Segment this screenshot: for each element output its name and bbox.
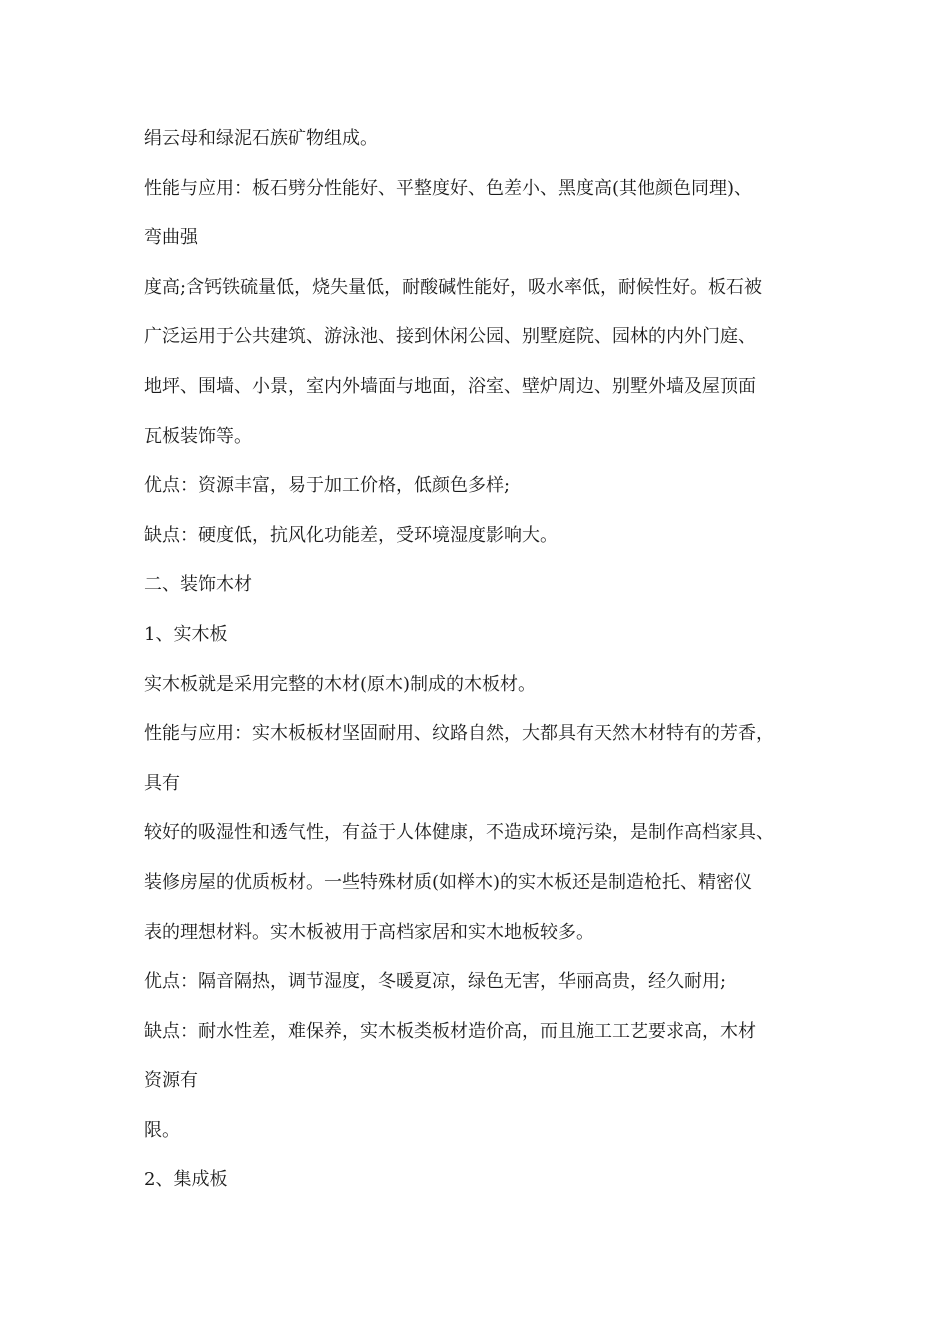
text-line: 缺点：耐水性差，难保养，实木板类板材造价高，而且施工工艺要求高，木材 <box>144 1020 756 1042</box>
text-line: 性能与应用：实木板板材坚固耐用、纹路自然，大都具有天然木材特有的芳香， <box>144 723 774 745</box>
text-line: 装修房屋的优质板材。一些特殊材质(如榉木)的实木板还是制造枪托、精密仪 <box>144 871 753 893</box>
text-line: 弯曲强 <box>144 227 198 249</box>
text-line: 较好的吸湿性和透气性，有益于人体健康，不造成环境污染，是制作高档家具、 <box>144 822 774 844</box>
text-line: 具有 <box>144 772 180 794</box>
text-line: 瓦板装饰等。 <box>144 425 252 447</box>
text-line: 地坪、围墙、小景，室内外墙面与地面，浴室、壁炉周边、别墅外墙及屋顶面 <box>144 375 756 397</box>
text-line: 度高;含钙铁硫量低，烧失量低，耐酸碱性能好，吸水率低，耐候性好。板石被 <box>144 276 763 298</box>
text-line: 绢云母和绿泥石族矿物组成。 <box>144 128 378 149</box>
text-line: 广泛运用于公共建筑、游泳池、接到休闲公园、别墅庭院、园林的内外门庭、 <box>144 326 756 348</box>
section-heading: 二、装饰木材 <box>144 574 252 596</box>
subsection-heading: 1、实木板 <box>144 623 228 645</box>
text-line: 优点：资源丰富，易于加工价格，低颜色多样; <box>144 475 511 497</box>
text-line: 性能与应用：板石劈分性能好、平整度好、色差小、黑度高(其他颜色同理)、 <box>144 177 753 199</box>
text-line: 资源有 <box>144 1070 198 1092</box>
subsection-heading: 2、集成板 <box>144 1169 228 1191</box>
text-line: 缺点：硬度低，抗风化功能差，受环境湿度影响大。 <box>144 524 558 546</box>
document-body <box>144 123 834 1214</box>
text-line: 限。 <box>144 1119 180 1141</box>
text-line: 优点：隔音隔热，调节湿度，冬暖夏凉，绿色无害，华丽高贵，经久耐用; <box>144 971 727 993</box>
text-line: 表的理想材料。实木板被用于高档家居和实木地板较多。 <box>144 921 594 943</box>
text-line: 实木板就是采用完整的木材(原木)制成的木板材。 <box>144 673 537 695</box>
